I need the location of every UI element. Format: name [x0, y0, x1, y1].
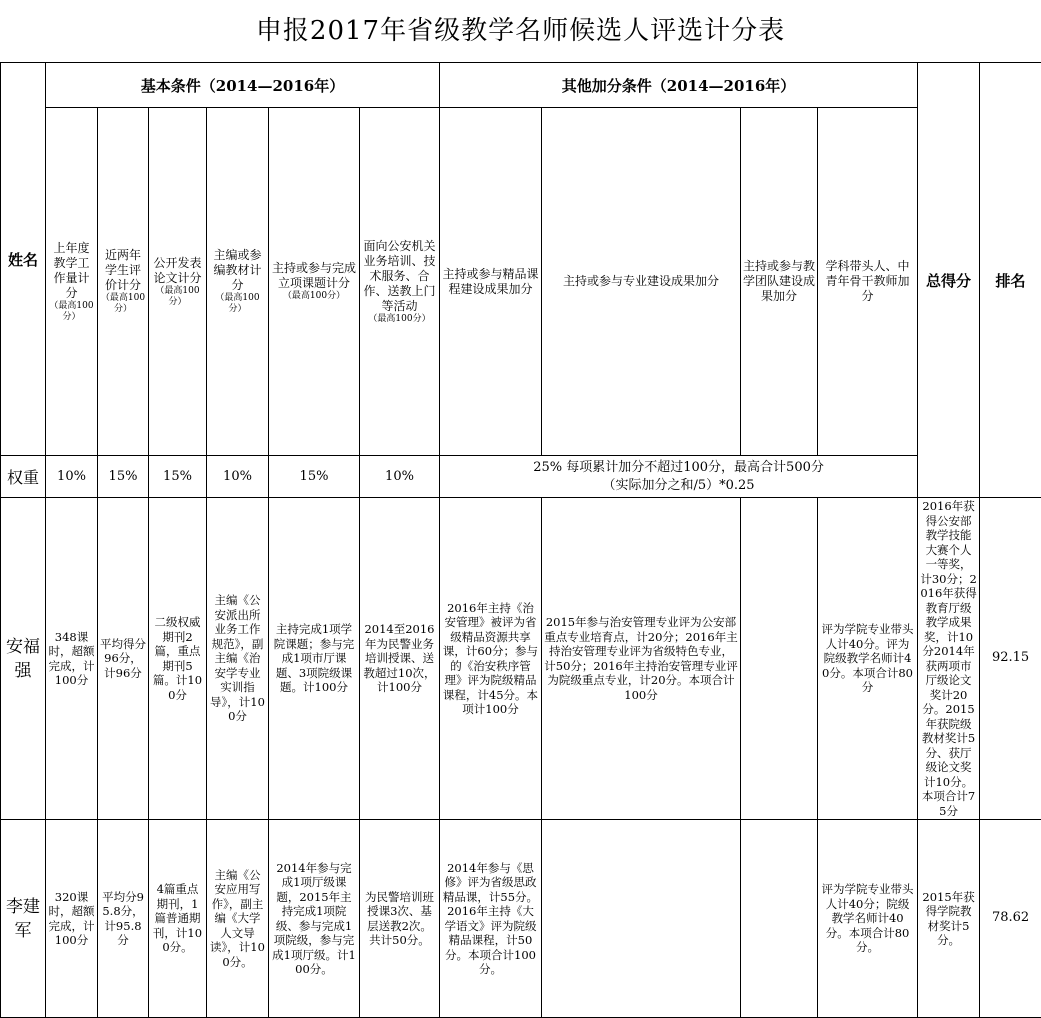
table-cell: 评为学院专业带头人计40分。评为院级教学名师计40分。本项合计80分 — [818, 498, 918, 820]
rank-header: 排名 — [980, 63, 1041, 498]
table-cell: 2016年主持《治安管理》被评为省级精品资源共享课，计60分；参与的《治安秩序管理》评为院级精品课程，计45分。本项计100分 — [440, 498, 542, 820]
weight-value: 10% — [207, 456, 269, 498]
table-cell: 为民警培训班授课3次、基层送教2次。共计50分。 — [360, 820, 440, 1018]
table-cell: 2014至2016年为民警业务培训授课、送教超过10次，计100分 — [360, 498, 440, 820]
subheader-major-building: 主持或参与专业建设成果加分 — [542, 108, 741, 456]
other-weight-line1: 25% 每项累计加分不超过100分，最高合计500分 — [442, 459, 915, 477]
other-conditions-header: 其他加分条件（2014—2016年） — [440, 63, 918, 108]
table-cell: 主编《公安派出所业务工作规范》，副主编《治安学专业实训指导》，计100分 — [207, 498, 269, 820]
total-score: 78.62 — [980, 820, 1041, 1018]
subheader-row — [1, 108, 1041, 456]
table-cell: 平均得分96分，计96分 — [98, 498, 149, 820]
subheader-training: 面向公安机关业务培训、技术服务、合作、送教上门等活动 （最高100分） — [360, 108, 440, 456]
table-cell: 主持完成1项学院课题；参与完成1项市厅课题、3项院级课题。计100分 — [269, 498, 360, 820]
score-table — [0, 62, 1041, 1018]
other-weight-line2: （实际加分之和/5）*0.25 — [442, 477, 915, 495]
candidate-name: 安福强 — [1, 498, 46, 820]
weight-value: 10% — [46, 456, 98, 498]
table-cell — [741, 498, 818, 820]
header-row — [1, 63, 1041, 108]
table-cell: 平均分95.8分，计95.8分 — [98, 820, 149, 1018]
table-cell: 2015年参与治安管理专业评为公安部重点专业培育点，计20分；2016年主持治安管理专业评为省级特色专业，计50分；2016年主持治安管理专业评为院级重点专业，计20分。本项合计100分 — [542, 498, 741, 820]
subheader-teaching-team: 主持或参与教学团队建设成果加分 — [741, 108, 818, 456]
other-weight-note — [440, 456, 918, 498]
subheader-projects: 主持或参与完成立项课题计分 （最高100分） — [269, 108, 360, 456]
table-cell: 2016年获得公安部教学技能大赛个人一等奖，计30分；2016年获得教育厅级教学成果奖，计10分2014年获两项市厅级论文奖计20分。2015年获院级教材奖计5分、获厅级论文奖计10分。本项合计75分 — [918, 498, 980, 820]
table-cell: 2014年参与《思修》评为省级思政精品课，计55分。2016年主持《大学语文》评为院级精品课程，计50分。本项合计100分。 — [440, 820, 542, 1018]
weight-value: 15% — [269, 456, 360, 498]
table-cell: 评为学院专业带头人计40分；院级教学名师计40分。本项合计80分。 — [818, 820, 918, 1018]
subheader-student-evaluation: 近两年学生评价计分 （最高100分） — [98, 108, 149, 456]
table-cell: 348课时，超额完成，计100分 — [46, 498, 98, 820]
table-cell: 2015年获得学院教材奖计5分。 — [918, 820, 980, 1018]
subheader-quality-courses: 主持或参与精品课程建设成果加分 — [440, 108, 542, 456]
subheader-discipline-leader: 学科带头人、中青年骨干教师加分 — [818, 108, 918, 456]
table-cell: 主编《公安应用写作》，副主编《大学人文导读》，计100分。 — [207, 820, 269, 1018]
candidate-name: 李建军 — [1, 820, 46, 1018]
table-row — [1, 498, 1041, 820]
table-row — [1, 820, 1041, 1018]
weight-label: 权重 — [1, 456, 46, 498]
weight-row — [1, 456, 1041, 498]
table-cell: 4篇重点期刊，1篇普通期刊，计100分。 — [149, 820, 207, 1018]
table-cell — [542, 820, 741, 1018]
subheader-workload: 上年度教学工作量计分 （最高100分） — [46, 108, 98, 456]
table-cell — [741, 820, 818, 1018]
table-cell: 320课时，超额完成，计100分 — [46, 820, 98, 1018]
table-cell: 2014年参与完成1项厅级课题，2015年主持完成1项院级、参与完成1项院级，参与完成1项厅级。计100分。 — [269, 820, 360, 1018]
page-title: 申报2017年省级教学名师候选人评选计分表 — [0, 0, 1041, 62]
subheader-textbooks: 主编或参编教材计分 （最高100分） — [207, 108, 269, 456]
basic-conditions-header: 基本条件（2014—2016年） — [46, 63, 440, 108]
weight-value: 10% — [360, 456, 440, 498]
total-score-header: 总得分 — [918, 63, 980, 498]
total-score: 92.15 — [980, 498, 1041, 820]
weight-value: 15% — [98, 456, 149, 498]
subheader-papers: 公开发表论文计分 （最高100分） — [149, 108, 207, 456]
table-cell: 二级权威期刊2篇，重点期刊5篇。计100分 — [149, 498, 207, 820]
name-header: 姓名 — [1, 63, 46, 456]
weight-value: 15% — [149, 456, 207, 498]
